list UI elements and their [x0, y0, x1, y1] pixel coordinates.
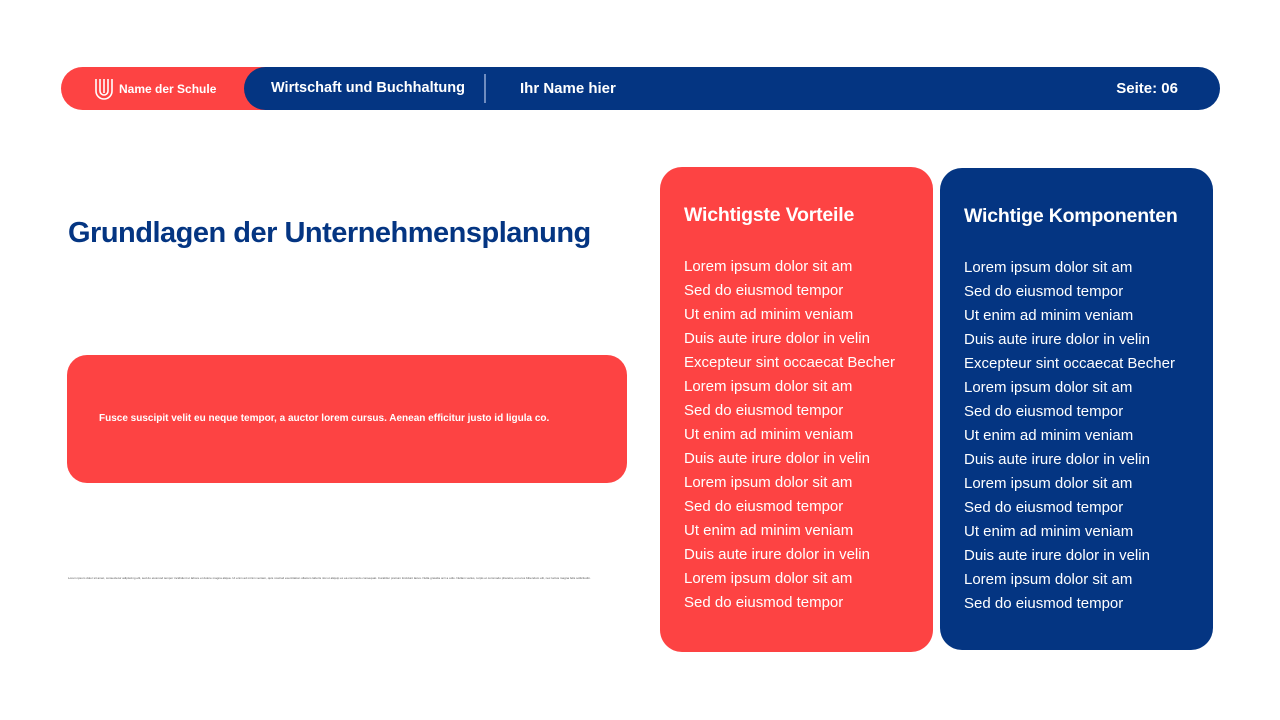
card-title: Wichtige Komponenten	[964, 205, 1178, 227]
card-title: Wichtigste Vorteile	[684, 204, 855, 226]
list-item: Lorem ipsum dolor sit am	[684, 378, 853, 395]
list-item: Ut enim ad minim veniam	[964, 427, 1134, 444]
list-item: Sed do eiusmod tempor	[964, 595, 1124, 612]
page-title: Grundlagen der Unternehmensplanung	[68, 217, 591, 249]
list-item: Excepteur sint occaecat Becher	[964, 355, 1175, 372]
list-item: Duis aute irure dolor in velin	[964, 547, 1150, 564]
list-item: Sed do eiusmod tempor	[964, 403, 1124, 420]
highlight-text: Fusce suscipit velit eu neque tempor, a auctor lorem cursus. Aenean efficitur justo id ligula co.	[99, 413, 550, 424]
page-number: Seite: 06	[1116, 80, 1178, 97]
components-list	[964, 256, 1189, 616]
list-item: Lorem ipsum dolor sit am	[964, 571, 1133, 588]
list-item: Lorem ipsum dolor sit am	[964, 259, 1133, 276]
list-item: Sed do eiusmod tempor	[684, 282, 844, 299]
author-name: Ihr Name hier	[520, 80, 616, 97]
list-item: Ut enim ad minim veniam	[684, 522, 854, 539]
advantages-card	[660, 167, 933, 652]
list-item: Sed do eiusmod tempor	[684, 594, 844, 611]
list-item: Sed do eiusmod tempor	[964, 283, 1124, 300]
footnote-text: Lorem ipsum dolor sit amet, consectetur adipiscing elit, sed do eiusmod tempor incididunt ut labore et dolore magna aliqua. Ut enim ad minim veniam, quis nostrud exercitation ullamco laboris nisi ut aliquip ex ea commodo consequat. Curabitur pretium tincidunt lacus. Nulla gravida orci a odio. Nullam varius, turpis et commodo pharetra, est eros bibendum elit, nec luctus magna felis sollicitudin.	[68, 576, 591, 580]
list-item: Lorem ipsum dolor sit am	[964, 379, 1133, 396]
list-item: Lorem ipsum dolor sit am	[684, 474, 853, 491]
list-item: Duis aute irure dolor in velin	[964, 451, 1150, 468]
advantages-list	[684, 255, 909, 615]
header-divider	[484, 74, 486, 103]
header-bar	[61, 67, 1220, 110]
list-item: Duis aute irure dolor in velin	[684, 450, 870, 467]
list-item: Sed do eiusmod tempor	[964, 499, 1124, 516]
list-item: Lorem ipsum dolor sit am	[684, 570, 853, 587]
list-item: Lorem ipsum dolor sit am	[684, 258, 853, 275]
list-item: Excepteur sint occaecat Becher	[684, 354, 895, 371]
list-item: Ut enim ad minim veniam	[684, 426, 854, 443]
subject-label: Wirtschaft und Buchhaltung	[271, 80, 465, 96]
school-logo-icon	[94, 78, 114, 100]
list-item: Lorem ipsum dolor sit am	[964, 475, 1133, 492]
list-item: Duis aute irure dolor in velin	[964, 331, 1150, 348]
highlight-box	[67, 355, 627, 483]
school-name: Name der Schule	[119, 82, 217, 96]
list-item: Ut enim ad minim veniam	[964, 307, 1134, 324]
list-item: Ut enim ad minim veniam	[964, 523, 1134, 540]
components-card	[940, 168, 1213, 650]
list-item: Sed do eiusmod tempor	[684, 498, 844, 515]
list-item: Sed do eiusmod tempor	[684, 402, 844, 419]
list-item: Ut enim ad minim veniam	[684, 306, 854, 323]
list-item: Duis aute irure dolor in velin	[684, 546, 870, 563]
list-item: Duis aute irure dolor in velin	[684, 330, 870, 347]
